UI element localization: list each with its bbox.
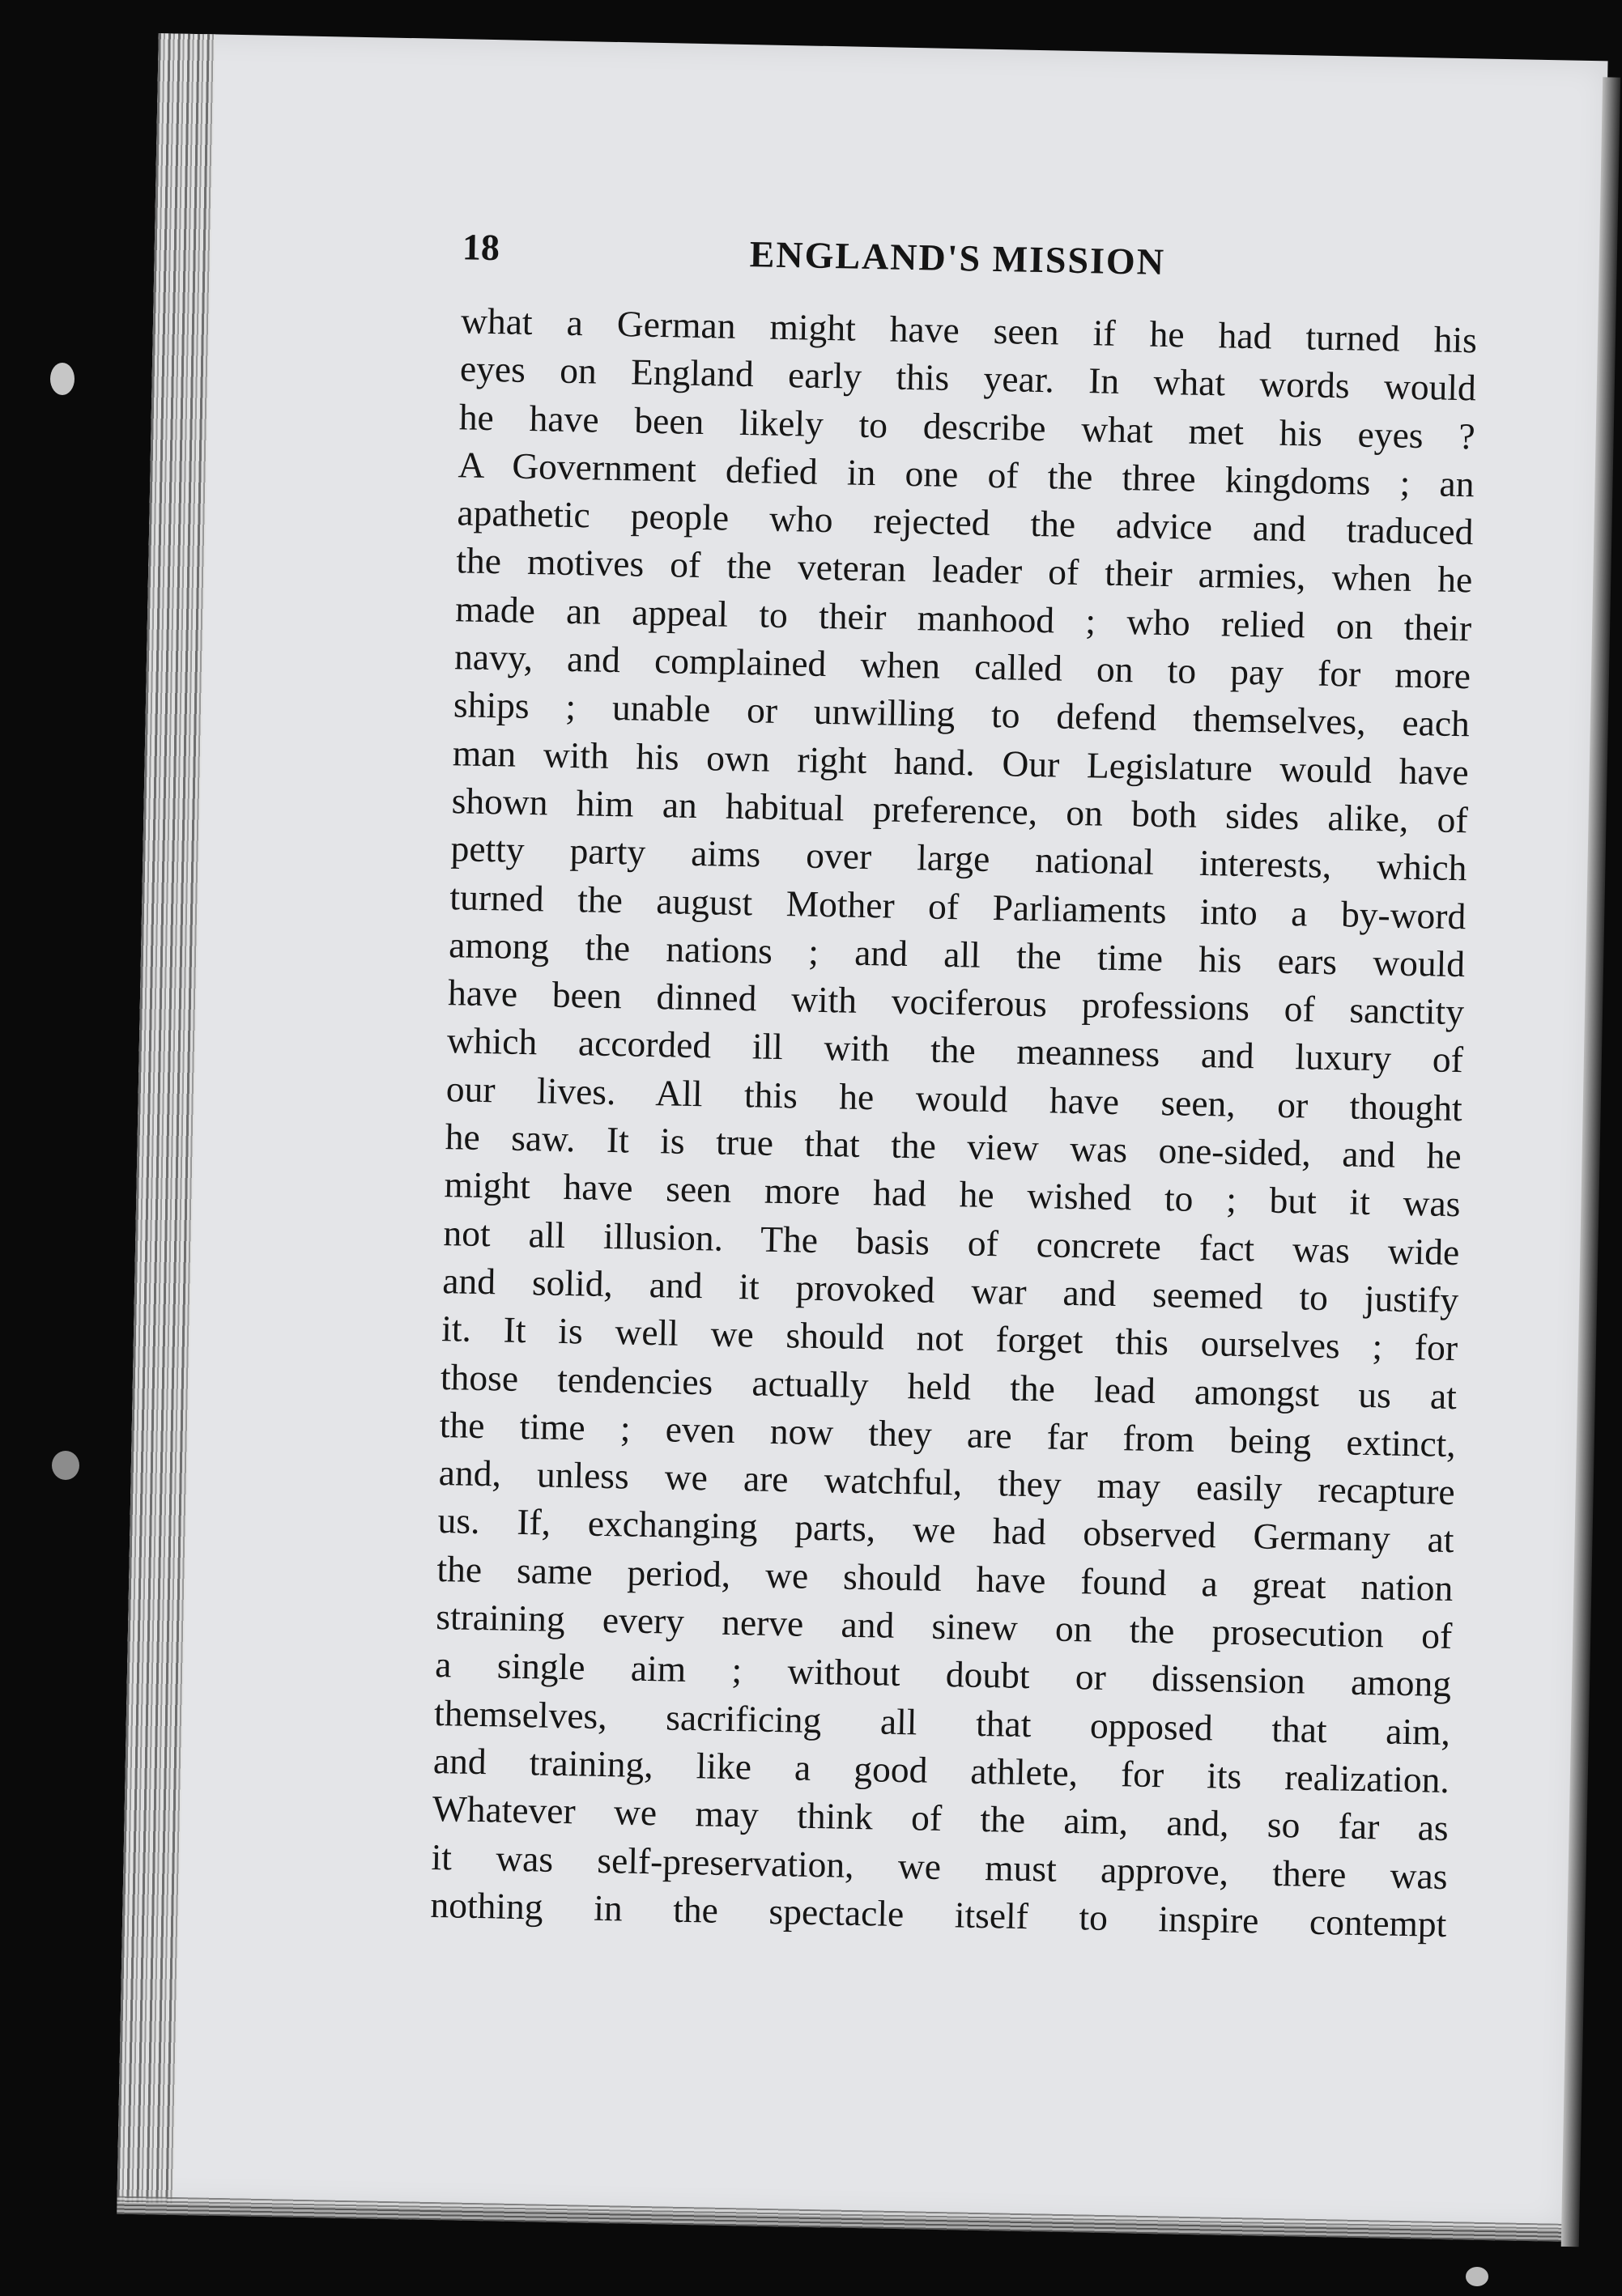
text-line: the motives of the veteran leader of their armies, when he [455, 539, 1473, 601]
text-line: turned the august Mother of Parliaments into a by-word [449, 875, 1467, 937]
scan-speck [50, 363, 75, 395]
text-line: our lives. All this he would have seen, or thought [445, 1067, 1463, 1129]
page-edge-right [1561, 77, 1620, 2247]
text-line: it. It is well we should not forget this ourselves ; for [441, 1307, 1458, 1369]
page-header [462, 225, 1523, 302]
text-line: the same period, we should have found a great nation [436, 1547, 1454, 1609]
text-line: themselves, sacrificing all that opposed that aim, [433, 1691, 1451, 1753]
text-line: not all illusion. The basis of concrete fact was wide [443, 1211, 1460, 1273]
body-text [430, 296, 1477, 1948]
text-line: might have seen more had he wished to ; but it was [444, 1163, 1461, 1225]
text-line: ships ; unable or unwilling to defend themselves, each [453, 683, 1471, 745]
running-head: ENGLAND'S MISSION [749, 233, 1166, 283]
text-line: us. If, exchanging parts, we had observed Germany at [437, 1499, 1454, 1561]
text-line: made an appeal to their manhood ; who relied on their [454, 588, 1472, 649]
text-line: have been dinned with vociferous professions of sanctity [447, 972, 1465, 1033]
page-edges-bottom [117, 2196, 1566, 2242]
text-line: Whatever we may think of the aim, and, so far as [432, 1788, 1450, 1849]
text-line: it was self-preservation, we must approve, there was [431, 1835, 1448, 1897]
text-line: those tendencies actually held the lead amongst us at [440, 1355, 1458, 1417]
text-line: petty party aims over large national interests, which [450, 827, 1467, 889]
text-line: among the nations ; and all the time his ears would [448, 924, 1466, 985]
text-line: A Government defied in one of the three kingdoms ; an [458, 444, 1475, 505]
text-line: straining every nerve and sinew on the prosecution of [435, 1596, 1453, 1657]
text-line: he saw. It is true that the view was one-sided, and he [445, 1116, 1462, 1177]
text-line: man with his own right hand. Our Legislature would have [452, 731, 1470, 793]
text-line: shown him an habitual preference, on both sides alike, of [451, 780, 1469, 841]
scan-speck [52, 1451, 79, 1480]
text-line: apathetic people who rejected the advice and traduced [457, 491, 1474, 553]
book-page [117, 33, 1607, 2230]
text-line: and training, like a good athlete, for its realization. [432, 1739, 1450, 1801]
text-line: eyes on England early this year. In what words would [459, 347, 1477, 409]
page-edges-left [117, 33, 215, 2204]
text-line: a single aim ; without doubt or dissension among [434, 1643, 1452, 1705]
text-line: he have been likely to describe what met his eyes ? [458, 395, 1476, 457]
text-line: what a German might have seen if he had turned his [460, 300, 1478, 361]
text-line: navy, and complained when called on to pay for more [453, 636, 1471, 697]
text-line: which accorded ill with the meanness and luxury of [446, 1019, 1464, 1081]
scan-speck [1466, 2267, 1488, 2286]
text-line: and solid, and it provoked war and seemed to justify [441, 1260, 1459, 1321]
page-number: 18 [462, 226, 500, 269]
text-line: the time ; even now they are far from being extinct, [439, 1403, 1457, 1465]
text-line: nothing in the spectacle itself to inspire contempt [430, 1883, 1447, 1945]
text-line: and, unless we are watchful, they may easily recapture [438, 1452, 1456, 1513]
